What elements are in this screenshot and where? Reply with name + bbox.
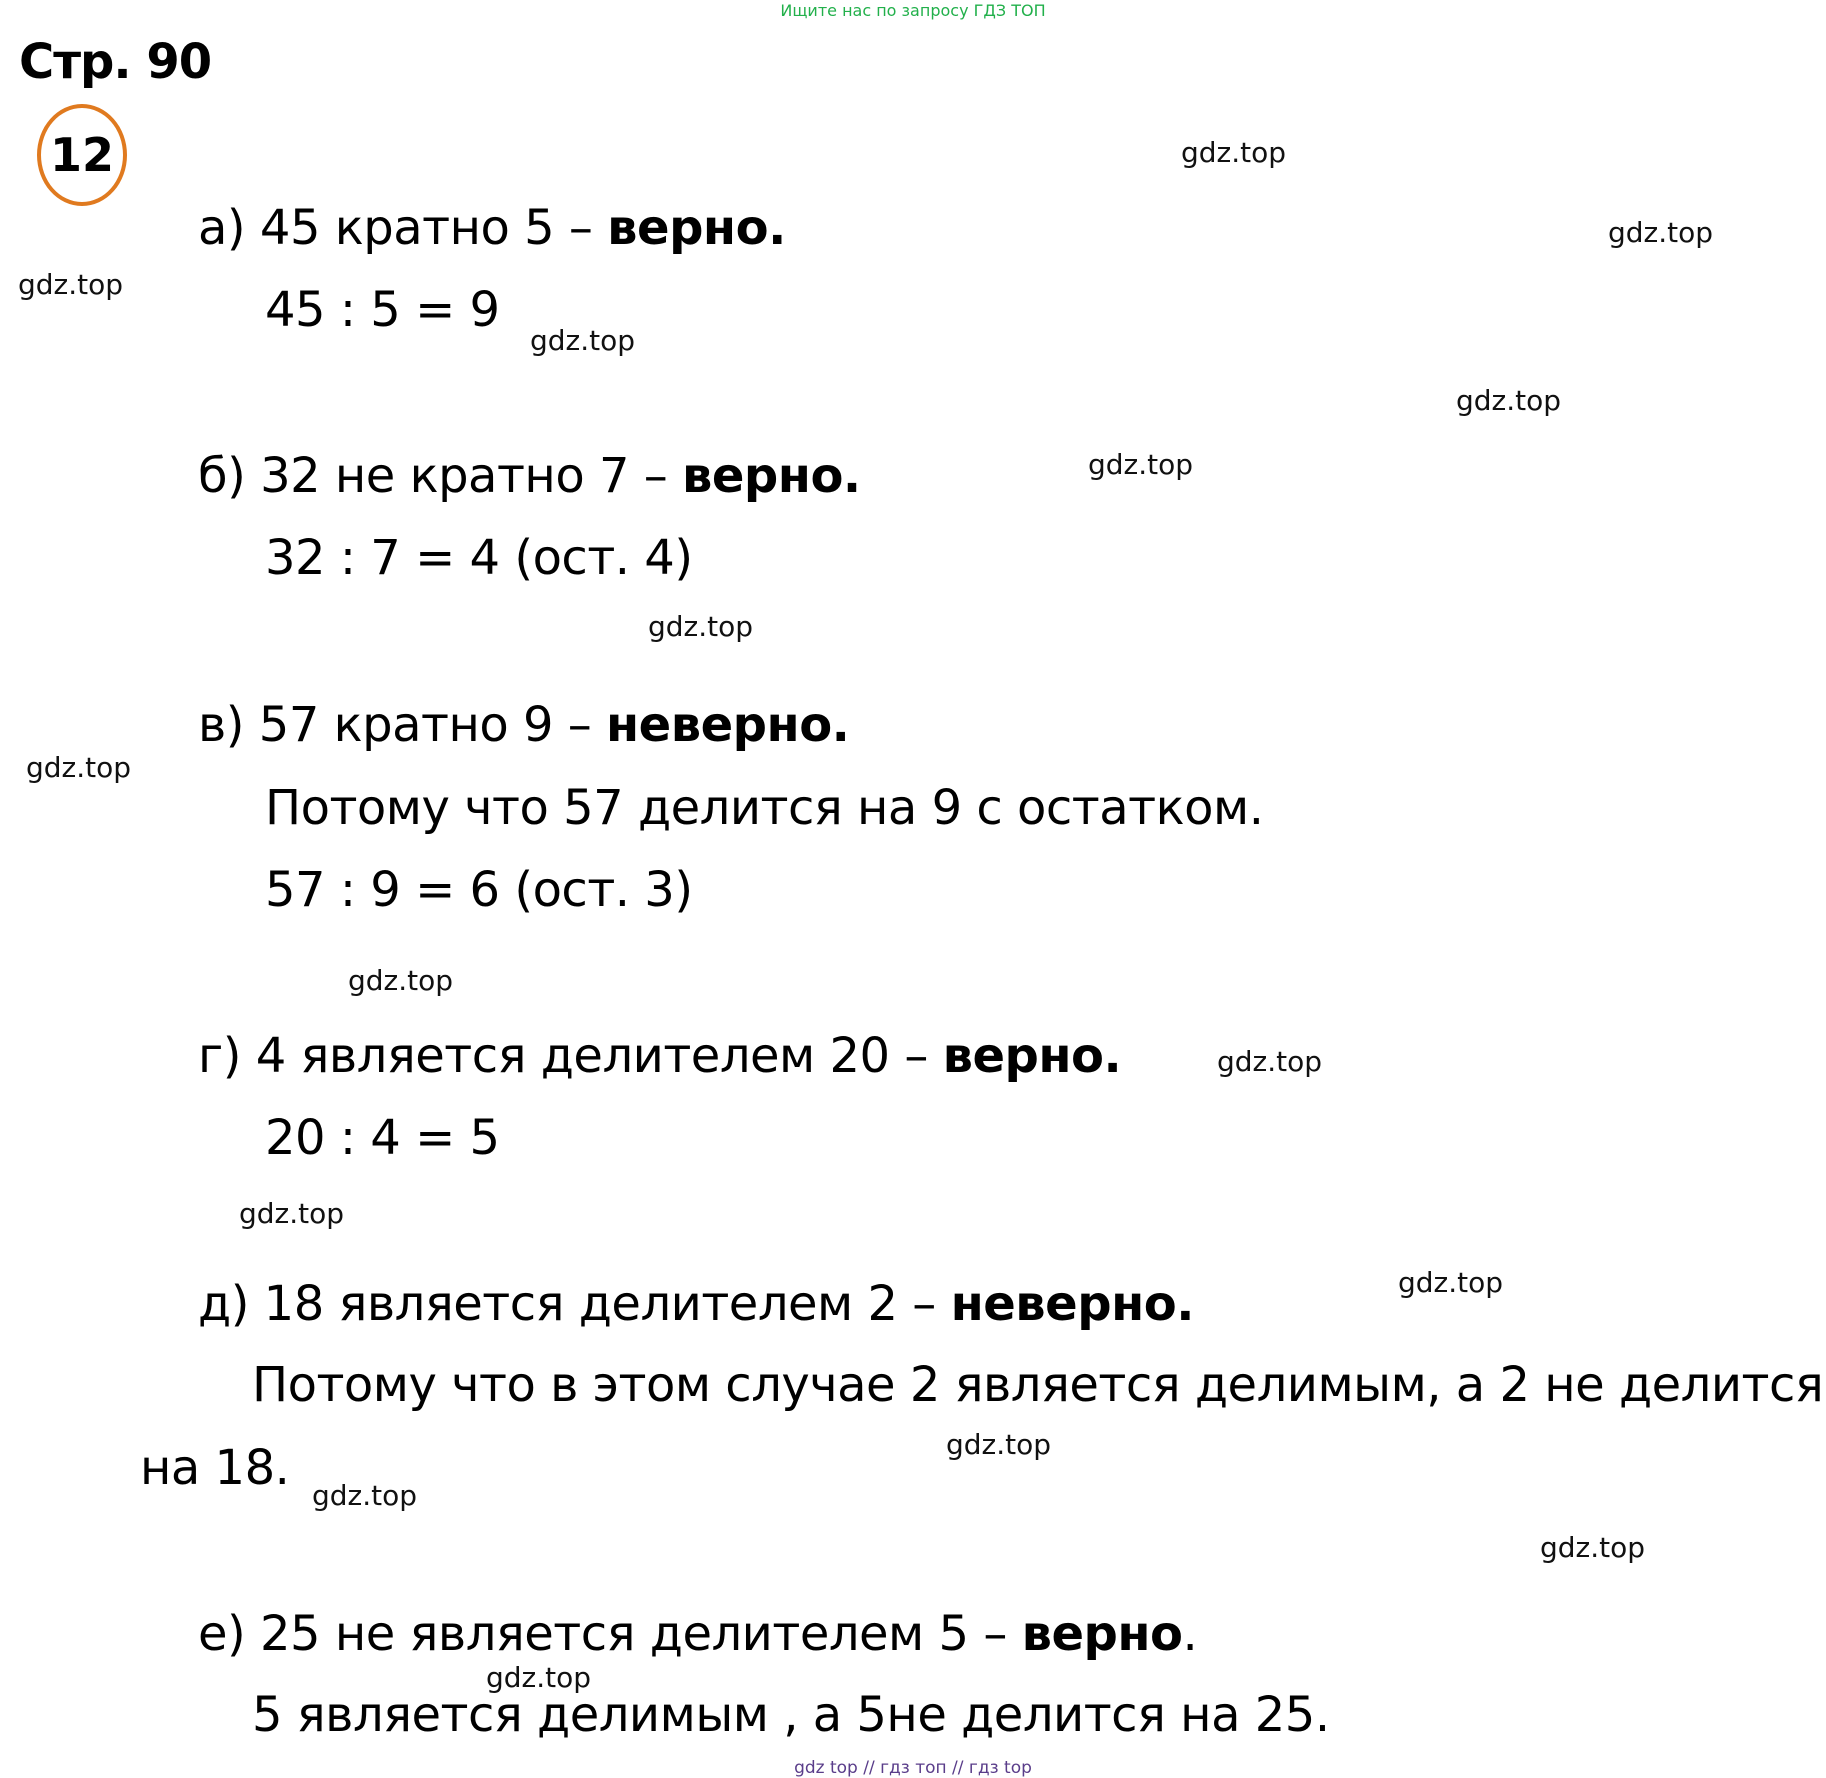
item-v-explanation: Потому что 57 делится на 9 с остатком.: [265, 780, 1264, 836]
watermark: gdz.top: [348, 964, 454, 997]
verdict: неверно.: [950, 1276, 1194, 1332]
item-g-heading: г) 4 является делителем 20 – верно.: [198, 1028, 1122, 1084]
item-d-explanation: Потому что в этом случае 2 является делимым, а 2 не делится: [252, 1357, 1824, 1413]
top-banner: Ищите нас по запросу ГДЗ ТОП: [780, 1, 1046, 20]
item-v-calc: 57 : 9 = 6 (ост. 3): [265, 862, 693, 918]
page-title: Стр. 90: [19, 34, 212, 90]
watermark: gdz.top: [1398, 1266, 1504, 1299]
watermark: gdz.top: [26, 751, 132, 784]
watermark: gdz.top: [239, 1197, 345, 1230]
item-b-heading: б) 32 не кратно 7 – верно.: [198, 448, 861, 504]
item-b-calc: 32 : 7 = 4 (ост. 4): [265, 530, 693, 586]
watermark: gdz.top: [1088, 448, 1194, 481]
watermark: gdz.top: [1456, 384, 1562, 417]
verdict: верно.: [942, 1028, 1122, 1084]
verdict: верно.: [682, 448, 861, 504]
item-a-calc: 45 : 5 = 9: [265, 282, 500, 338]
watermark: gdz.top: [312, 1479, 418, 1512]
verdict: неверно.: [606, 697, 850, 753]
watermark: gdz.top: [1181, 136, 1287, 169]
task-number: 12: [49, 128, 114, 182]
item-e-heading: е) 25 не является делителем 5 – верно.: [198, 1606, 1198, 1662]
item-e-explanation: 5 является делимым , а 5не делится на 25.: [252, 1687, 1330, 1743]
item-v-heading: в) 57 кратно 9 – неверно.: [198, 697, 850, 753]
watermark: gdz.top: [530, 324, 636, 357]
watermark: gdz.top: [1217, 1045, 1323, 1078]
watermark: gdz.top: [648, 610, 754, 643]
item-d-heading: д) 18 является делителем 2 – неверно.: [198, 1276, 1194, 1332]
watermark: gdz.top: [946, 1428, 1052, 1461]
watermark: gdz.top: [18, 268, 124, 301]
item-d-explanation-cont: на 18.: [140, 1440, 290, 1496]
task-number-badge: [37, 104, 127, 206]
watermark: gdz.top: [1540, 1531, 1646, 1564]
verdict: верно: [1021, 1606, 1183, 1662]
verdict: верно.: [607, 200, 786, 256]
footer: gdz top // гдз топ // гдз top: [794, 1758, 1032, 1778]
item-a-heading: а) 45 кратно 5 – верно.: [198, 200, 786, 256]
item-g-calc: 20 : 4 = 5: [265, 1110, 500, 1166]
watermark: gdz.top: [486, 1661, 592, 1694]
watermark: gdz.top: [1608, 216, 1714, 249]
